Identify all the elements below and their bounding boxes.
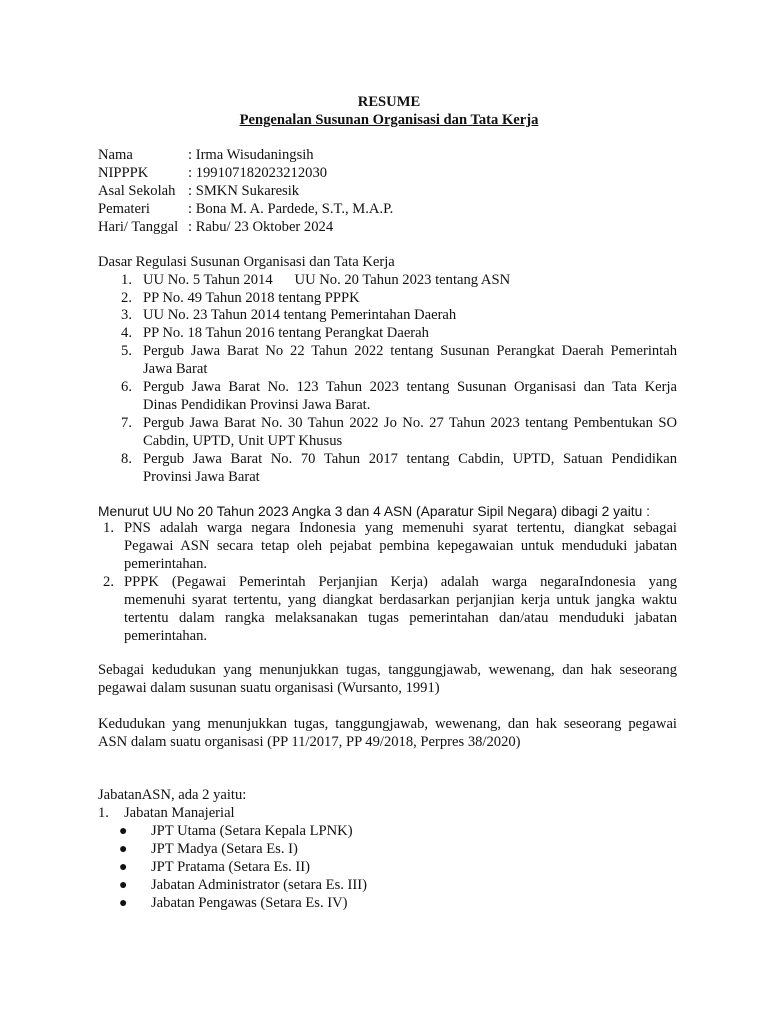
asn-line: pemerintahan. [124, 556, 208, 572]
document-title: RESUME [357, 94, 421, 110]
identity-row [98, 147, 698, 165]
jabatan-heading: JabatanASN, ada 2 yaitu: [98, 787, 247, 803]
identity-value: : Rabu/ 23 Oktober 2024 [188, 219, 334, 235]
kedudukan-paragraph-1-line: Sebagai kedudukan yang menunjukkan tugas, tanggungjawab, wewenang, dan hak seseorang [98, 662, 677, 678]
identity-label: NIPPPK [98, 165, 149, 181]
bullet-item: Jabatan Pengawas (Setara Es. IV) [151, 895, 348, 911]
list-item: UU No. 23 Tahun 2014 tentang Pemerintahan Daerah [143, 307, 457, 323]
bullet-item: JPT Utama (Setara Kepala LPNK) [151, 823, 353, 839]
identity-value: : 199107182023212030 [188, 165, 328, 181]
regulasi-heading: Dasar Regulasi Susunan Organisasi dan Tata Kerja [98, 254, 395, 270]
list-item: Pergub Jawa Barat No. 70 Tahun 2017 tentang Cabdin, UPTD, Satuan Pendidikan [143, 451, 677, 467]
identity-label: Nama [98, 147, 133, 163]
identity-row [98, 201, 698, 219]
jabatan-subheading: Jabatan Manajerial [124, 805, 235, 821]
asn-line: memenuhi syarat tertentu, yang diangkat berdasarkan perjanjian kerja untuk jangka waktu [124, 592, 677, 608]
identity-row [98, 183, 698, 201]
identity-label: Asal Sekolah [98, 183, 176, 199]
list-item-continuation: Jawa Barat [143, 361, 208, 377]
asn-line: PNS adalah warga negara Indonesia yang memenuhi syarat tertentu, diangkat sebagai [124, 520, 677, 536]
list-number: 8. [121, 451, 132, 467]
list-item: PP No. 18 Tahun 2016 tentang Perangkat Daerah [143, 325, 429, 341]
asn-intro: Menurut UU No 20 Tahun 2023 Angka 3 dan 4 ASN (Aparatur Sipil Negara) dibagi 2 yaitu : [98, 504, 650, 519]
kedudukan-paragraph-2-line: Kedudukan yang menunjukkan tugas, tanggungjawab, wewenang, dan hak seseorang pegawai [98, 716, 677, 732]
list-number: 2. [103, 574, 114, 590]
bullet-icon: ● [119, 824, 128, 839]
list-number: 4. [121, 325, 132, 341]
list-item-continuation: Dinas Pendidikan Provinsi Jawa Barat. [143, 397, 371, 413]
bullet-item: Jabatan Administrator (setara Es. III) [151, 877, 367, 893]
bullet-icon: ● [119, 878, 128, 893]
list-number: 2. [121, 290, 132, 306]
list-item: Pergub Jawa Barat No. 30 Tahun 2022 Jo No. 27 Tahun 2023 tentang Pembentukan SO [143, 415, 677, 431]
list-item: Pergub Jawa Barat No 22 Tahun 2022 tentang Susunan Perangkat Daerah Pemerintah [143, 343, 677, 359]
list-number: 1. [121, 272, 132, 288]
asn-line: PPPK (Pegawai Pemerintah Perjanjian Kerja) adalah warga negaraIndonesia yang [124, 574, 677, 590]
list-number: 5. [121, 343, 132, 359]
list-number: 6. [121, 379, 132, 395]
kedudukan-paragraph-2-line: ASN dalam suatu organisasi (PP 11/2017, PP 49/2018, Perpres 38/2020) [98, 734, 521, 750]
list-number: 1. [98, 805, 109, 821]
list-item: Pergub Jawa Barat No. 123 Tahun 2023 tentang Susunan Organisasi dan Tata Kerja [143, 379, 677, 395]
bullet-icon: ● [119, 896, 128, 911]
bullet-icon: ● [119, 860, 128, 875]
list-item: UU No. 5 Tahun 2014 UU No. 20 Tahun 2023 tentang ASN [143, 272, 511, 288]
document-subtitle: Pengenalan Susunan Organisasi dan Tata Kerja [239, 112, 539, 128]
list-item: PP No. 49 Tahun 2018 tentang PPPK [143, 290, 360, 306]
identity-label: Pemateri [98, 201, 150, 217]
identity-value: : SMKN Sukaresik [188, 183, 300, 199]
identity-label: Hari/ Tanggal [98, 219, 179, 235]
list-number: 7. [121, 415, 132, 431]
identity-row [98, 219, 698, 237]
asn-line: pemerintahan. [124, 628, 208, 644]
bullet-item: JPT Pratama (Setara Es. II) [151, 859, 310, 875]
bullet-icon: ● [119, 842, 128, 857]
list-number: 3. [121, 307, 132, 323]
list-number: 1. [103, 520, 114, 536]
asn-line: Pegawai ASN secara tetap oleh pejabat pembina kepegawaian untuk menduduki jabatan [124, 538, 677, 554]
kedudukan-paragraph-1-line: pegawai dalam susunan suatu organisasi (Wursanto, 1991) [98, 680, 440, 696]
identity-value: : Irma Wisudaningsih [188, 147, 314, 163]
asn-line: tertentu dalam rangka melaksanakan tugas pemerintahan dan/atau menduduki jabatan [124, 610, 677, 626]
identity-value: : Bona M. A. Pardede, S.T., M.A.P. [188, 201, 394, 217]
identity-row [98, 165, 698, 183]
list-item-continuation: Provinsi Jawa Barat [143, 469, 260, 485]
list-item-continuation: Cabdin, UPTD, Unit UPT Khusus [143, 433, 343, 449]
bullet-item: JPT Madya (Setara Es. I) [151, 841, 298, 857]
